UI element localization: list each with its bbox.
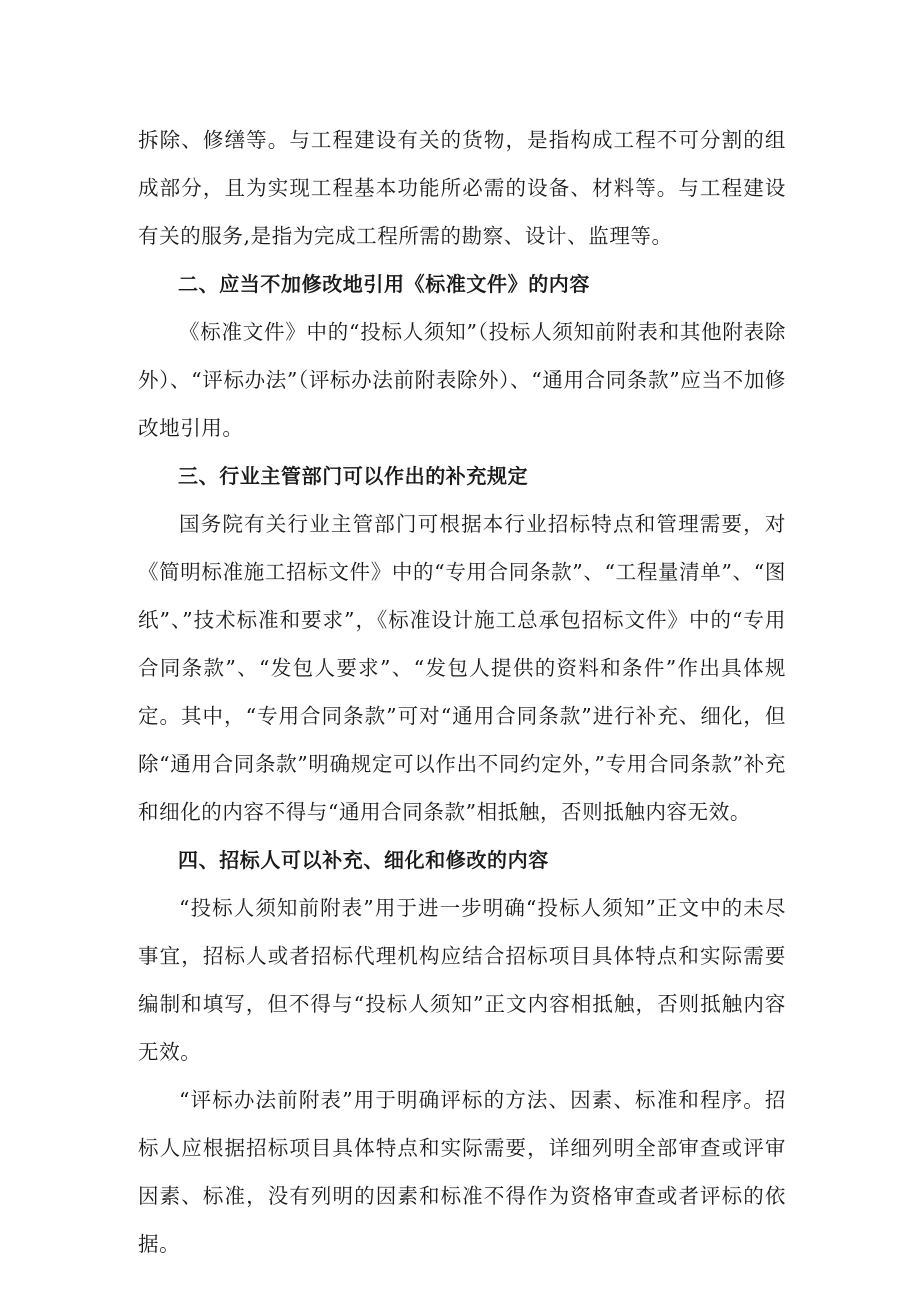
section-heading-4: 四、招标人可以补充、细化和修改的内容 bbox=[178, 848, 549, 872]
paragraph-section-4b: “评标办法前附表”用于明确评标的方法、因素、标准和程序。招标人应根据招标项目具体特点和实际需要，详细列明全部审查或评审因素、标准，没有列明的因素和标准不得作为资格审查或者评标的依据。 bbox=[138, 1088, 786, 1256]
paragraph-section-2: 《标准文件》中的“投标人须知”（投标人须知前附表和其他附表除外）、“评标办法”（评标办法前附表除外）、“通用合同条款”应当不加修改地引用。 bbox=[138, 320, 786, 440]
paragraph-section-4a: “投标人须知前附表”用于进一步明确“投标人须知”正文中的未尽事宜，招标人或者招标代理机构应结合招标项目具体特点和实际需要编制和填写，但不得与“投标人须知”正文内容相抵触，否则抵触内容无效。 bbox=[138, 896, 786, 1064]
section-heading-3: 三、行业主管部门可以作出的补充规定 bbox=[178, 464, 529, 488]
paragraph-continued: 拆除、修缮等。与工程建设有关的货物，是指构成工程不可分割的组成部分，且为实现工程基本功能所必需的设备、材料等。与工程建设有关的服务,是指为完成工程所需的勘察、设计、监理等。 bbox=[138, 128, 786, 248]
paragraph-section-3: 国务院有关行业主管部门可根据本行业招标特点和管理需要，对《简明标准施工招标文件》中的“专用合同条款”、“工程量清单”、“图纸”、”技术标准和要求”，《标准设计施工总承包招标文件》中的“专用合同条款”、“发包人要求”、“发包人提供的资料和条件”作出具体规定。其中，“专用合同条款”可对“通用合同条款”进行补充、细化，但除“通用合同条款”明确规定可以作出不同约定外，”专用合同条款”补充和细化的内容不得与“通用合同条款”相抵触，否则抵触内容无效。 bbox=[138, 512, 786, 824]
section-heading-2: 二、应当不加修改地引用《标准文件》的内容 bbox=[178, 272, 590, 296]
document-body bbox=[138, 116, 786, 1268]
